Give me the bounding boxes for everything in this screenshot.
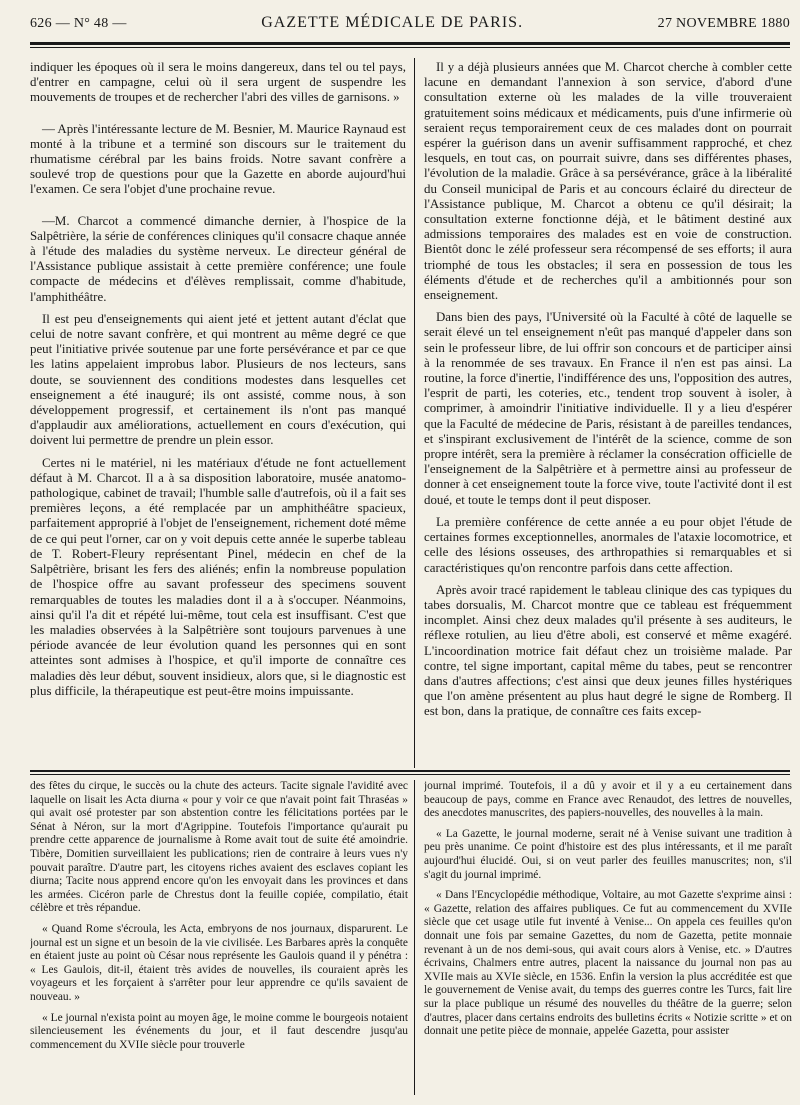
page-number: 626 — N° 48 — xyxy=(30,16,127,31)
feuilleton-column-right xyxy=(424,780,792,1090)
paragraph: Il est peu d'enseignements qui aient jeté et jettent autant d'éclat que celui de notre savant confrère, et qui montrent au même degré ce que peut l'initiative privée soutenue par une forte persévérance et par ce que les latins appelaient improbus labor. Plusieurs de nos lecteurs, sans doute, se souviennent des conditions modestes dans lesquelles cet enseignement a été inauguré; ils ont assisté, comme nous, à son développement progressif, et certainement ils n'ont pas manqué d'applaudir aux améliorations, actuellement en cours d'exécution, qui doivent lui permettre de prendre un plein essor. xyxy=(30,311,406,448)
feuilleton-column-left xyxy=(30,780,408,1090)
section-rule-thin xyxy=(30,774,790,775)
column-divider-bottom xyxy=(414,780,415,1095)
paragraph: des fêtes du cirque, le succès ou la chute des acteurs. Tacite signale l'avidité avec laquelle on lisait les Acta diurna « pour y voir ce que n'avait point fait Thraséas » qui avait osé protester par son abstention contre les félicitations portées par le Sénat à Néron, sur la mort d'Agrippine. Toutefois l'importance qu'aurait pu prendre cette apparence de journalisme à Rome avait tout de suite été amoindrie. Tibère, Domitien surveillaient les publications; rien de contraire à leurs vues n'y pouvait paraître. D'autre part, les citoyens riches avaient des esclaves copiant les diurna; Tacite nous apprend encore qu'on les envoyait dans les provinces et dans les armées. Cicéron parle de Chrestus dont la feuille copiée, compilatio, était célèbre et très répandue. xyxy=(30,780,408,915)
header-rule xyxy=(30,42,790,45)
paragraph: — Après l'intéressante lecture de M. Besnier, M. Maurice Raynaud est monté à la tribune et a terminé son discours sur le traitement du rhumatisme cérébral par les bains froids. Notre savant confrère a soulevé trop de questions pour que la Gazette en aborde aujourd'hui l'examen. Ce sera l'objet d'une prochaine revue. xyxy=(30,121,406,197)
journal-title: GAZETTE MÉDICALE DE PARIS. xyxy=(261,14,524,31)
article-column-top-left xyxy=(30,60,406,765)
paragraph: Il y a déjà plusieurs années que M. Charcot cherche à combler cette lacune en demandant l'annexion à son service, d'abord d'une consultation externe où les malades de la ville trouveraient gratuitement soins médicaux et médicaments, puis d'une infirmerie où seraient reçus temporairement ceux de ces malades dont on pourrait espérer la guérison dans un avenir suffisamment rapproché, et chez lesquels, en tout cas, on pourrait suivre, dans ses différentes phases, l'évolution de la maladie. Grâce à sa persévérance, grâce à la libéralité du Conseil municipal de Paris et au concours éclairé du directeur de l'Assistance publique, M. Charcot a obtenu ce qu'il désirait; la consultation externe fonctionne déjà, et le bâtiment destiné aux admissions temporaires des malades est en voie de construction. Bientôt donc le zélé professeur sera récompensé de ses efforts; il aura triomphé de tous les obstacles; il sera en possession de tous les éléments d'étude et de recherches qu'il a ambitionnés pour son enseignement. xyxy=(424,60,792,303)
paragraph: Après avoir tracé rapidement le tableau clinique des cas typiques du tabes dorsualis, M. Charcot montre que ce tableau est fréquemment incomplet. Ainsi chez deux malades qu'il présente à ses auditeurs, le réflexe rotulien, au lieu d'être aboli, est conservé et même exagéré. L'incoordination motrice fait défaut chez un troisième malade. Par contre, tel signe important, capital même du tabes, peut se rencontrer dans d'autres affections; c'est ainsi que deux jeunes filles hystériques que l'on amène présentent au plus haut degré le signe de Romberg. Il est bon, dans la pratique, de connaître ces faits excep- xyxy=(424,582,792,719)
paragraph: journal imprimé. Toutefois, il a dû y avoir et il y a eu certainement dans beaucoup de pays, comme en France avec Renaudot, des lettres de nouvelles, des anecdotes manuscrites, des papiers-nouvelles, des nouvelles à la main. xyxy=(424,780,792,820)
issue-number: — N° 48 — xyxy=(55,16,127,31)
page-header xyxy=(30,14,790,38)
paragraph: Certes ni le matériel, ni les matériaux d'étude ne font actuellement défaut à M. Charcot. Il a à sa disposition laboratoire, musée anatomo-pathologique, cabinet de travail; l'humble salle d'autrefois, où il a fait ses premières leçons, a été remplacée par un amphithéâtre spacieux, parfaitement approprié à l'objet de l'enseignement, richement doté même de ce qui peut l'orner, car on y voit depuis cette année le superbe tableau de T. Robert-Fleury représentant Pinel, médecin en chef de la Salpêtrière, brisant les fers des aliénés; enfin la nombreuse population de l'hospice offre au savant professeur des specimens souvent remarquables de toutes les maladies dont il a à s'occuper. Néanmoins, ainsi qu'il l'a dit et répété lui-même, tout cela est insuffisant. C'est que les maladies observées à la Salpêtrière sont toujours parvenues à une période avancée de leur évolution quand les personnes qui en sont atteintes sont admises à l'hospice, et qu'il importe de connaître ces maladies dès leur début, souvent insidieux, alors que, si le diagnostic est plus difficile, la thérapeutique est peut-être moins impuissante. xyxy=(30,455,406,698)
paragraph: Dans bien des pays, l'Université où la Faculté à côté de laquelle se serait élevé un tel enseignement n'eût pas manqué d'appeler dans son sein le professeur libre, de lui offrir son concours et de participer ainsi à la renommée de ses travaux. En France il n'en est pas ainsi. La routine, la force d'inertie, l'indifférence des uns, l'opposition des autres, l'esprit de parti, les coteries, etc., tendent trop souvent à isoler, à comprimer, à amoindrir l'initiative individuelle. Il y a lieu d'espérer que la Faculté de médecine de Paris, résistant à de pareilles tendances, et s'inspirant exclusivement de l'intérêt de la science, comme de son propre intérêt, sera la première à réclamer la consécration officielle de l'enseignement de la Salpêtrière et à permettre ainsi au professeur de donner à cet enseignement toute la force vive, toute l'activité dont il est doué, et toute le temps dont il peut disposer. xyxy=(424,310,792,507)
article-column-top-right xyxy=(424,60,792,765)
paragraph: La première conférence de cette année a eu pour objet l'étude de certaines formes exceptionnelles, anormales de l'ataxie locomotrice, et celle des lésions osseuses, des arthropathies si remarquables et si caractéristiques qu'on rencontre parfois dans cette affection. xyxy=(424,514,792,575)
paragraph: « La Gazette, le journal moderne, serait né à Venise suivant une tradition à peu près unanime. Ce point d'histoire est des plus intéressants, et il me paraît aujourd'hui élucidé. Oui, si on veut parler des feuilles manuscrites; non, s'il s'agit du journal imprimé. xyxy=(424,827,792,881)
header-rule-thin xyxy=(30,47,790,48)
column-divider xyxy=(414,58,415,768)
issue-date: 27 NOVEMBRE 1880 xyxy=(657,16,790,31)
paragraph: « Quand Rome s'écroula, les Acta, embryons de nos journaux, disparurent. Le journal est un signe et un besoin de la vie civilisée. Les Barbares après la conquête en étaient juste au point où César nous représente les Gaulois quand il y pénétra : « Les Gaulois, dit-il, étaient très avides de nouvelles, ils couraient après les voyageurs et les forçaient à s'arrêter pour leur apprendre ce qu'ils savaient de nouveau. » xyxy=(30,922,408,1003)
paragraph: « Le journal n'exista point au moyen âge, le moine comme le bourgeois notaient silencieusement les événements du jour, et il faut descendre jusqu'au commencement du XVIIe siècle pour trouverle xyxy=(30,1011,408,1051)
paragraph: indiquer les époques où il sera le moins dangereux, dans tel ou tel pays, d'entrer en campagne, celui où il sera urgent de suspendre les mouvements de troupes et de rechercher l'abri des villes de garnisons. » xyxy=(30,60,406,105)
paragraph: —M. Charcot a commencé dimanche dernier, à l'hospice de la Salpêtrière, la série de conférences cliniques qu'il consacre chaque année à l'étude des maladies du système nerveux. Le directeur général de l'Assistance publique assistait à cette première conférence; une foule compacte de médecins et d'élèves remplissait, comme d'habitude, l'amphithéâtre. xyxy=(30,213,406,304)
section-rule xyxy=(30,770,790,772)
paragraph: « Dans l'Encyclopédie méthodique, Voltaire, au mot Gazette s'exprime ainsi : « Gazette, relation des affaires publiques. Ce fut au commencement du XVIIe siècle que cet usage utile fut inventé à Venise... On appela ces feuilles qu'on donnait une fois par semaine Gazettes, du nom de Gazetta, petite monnaie revenant à un de nos demi-sous, qui avait cours alors à Venise, etc. » D'autres écrivains, Chalmers entre autres, placent la naissance du journal non pas au XVIIe mais au XVIe siècle, en 1536. Enfin la version la plus accréditée est que le gouvernement de Venise avait, du temps des guerres contre les Turcs, fait lire sur la place publique un résumé des nouvelles du théâtre de la guerre; selon d'autres, placer dans certains endroits des bulletins écrits « Notizie scritte » et on donnait une petite pièce de monnaie, appelée Gazetta, pour assister xyxy=(424,889,792,1038)
